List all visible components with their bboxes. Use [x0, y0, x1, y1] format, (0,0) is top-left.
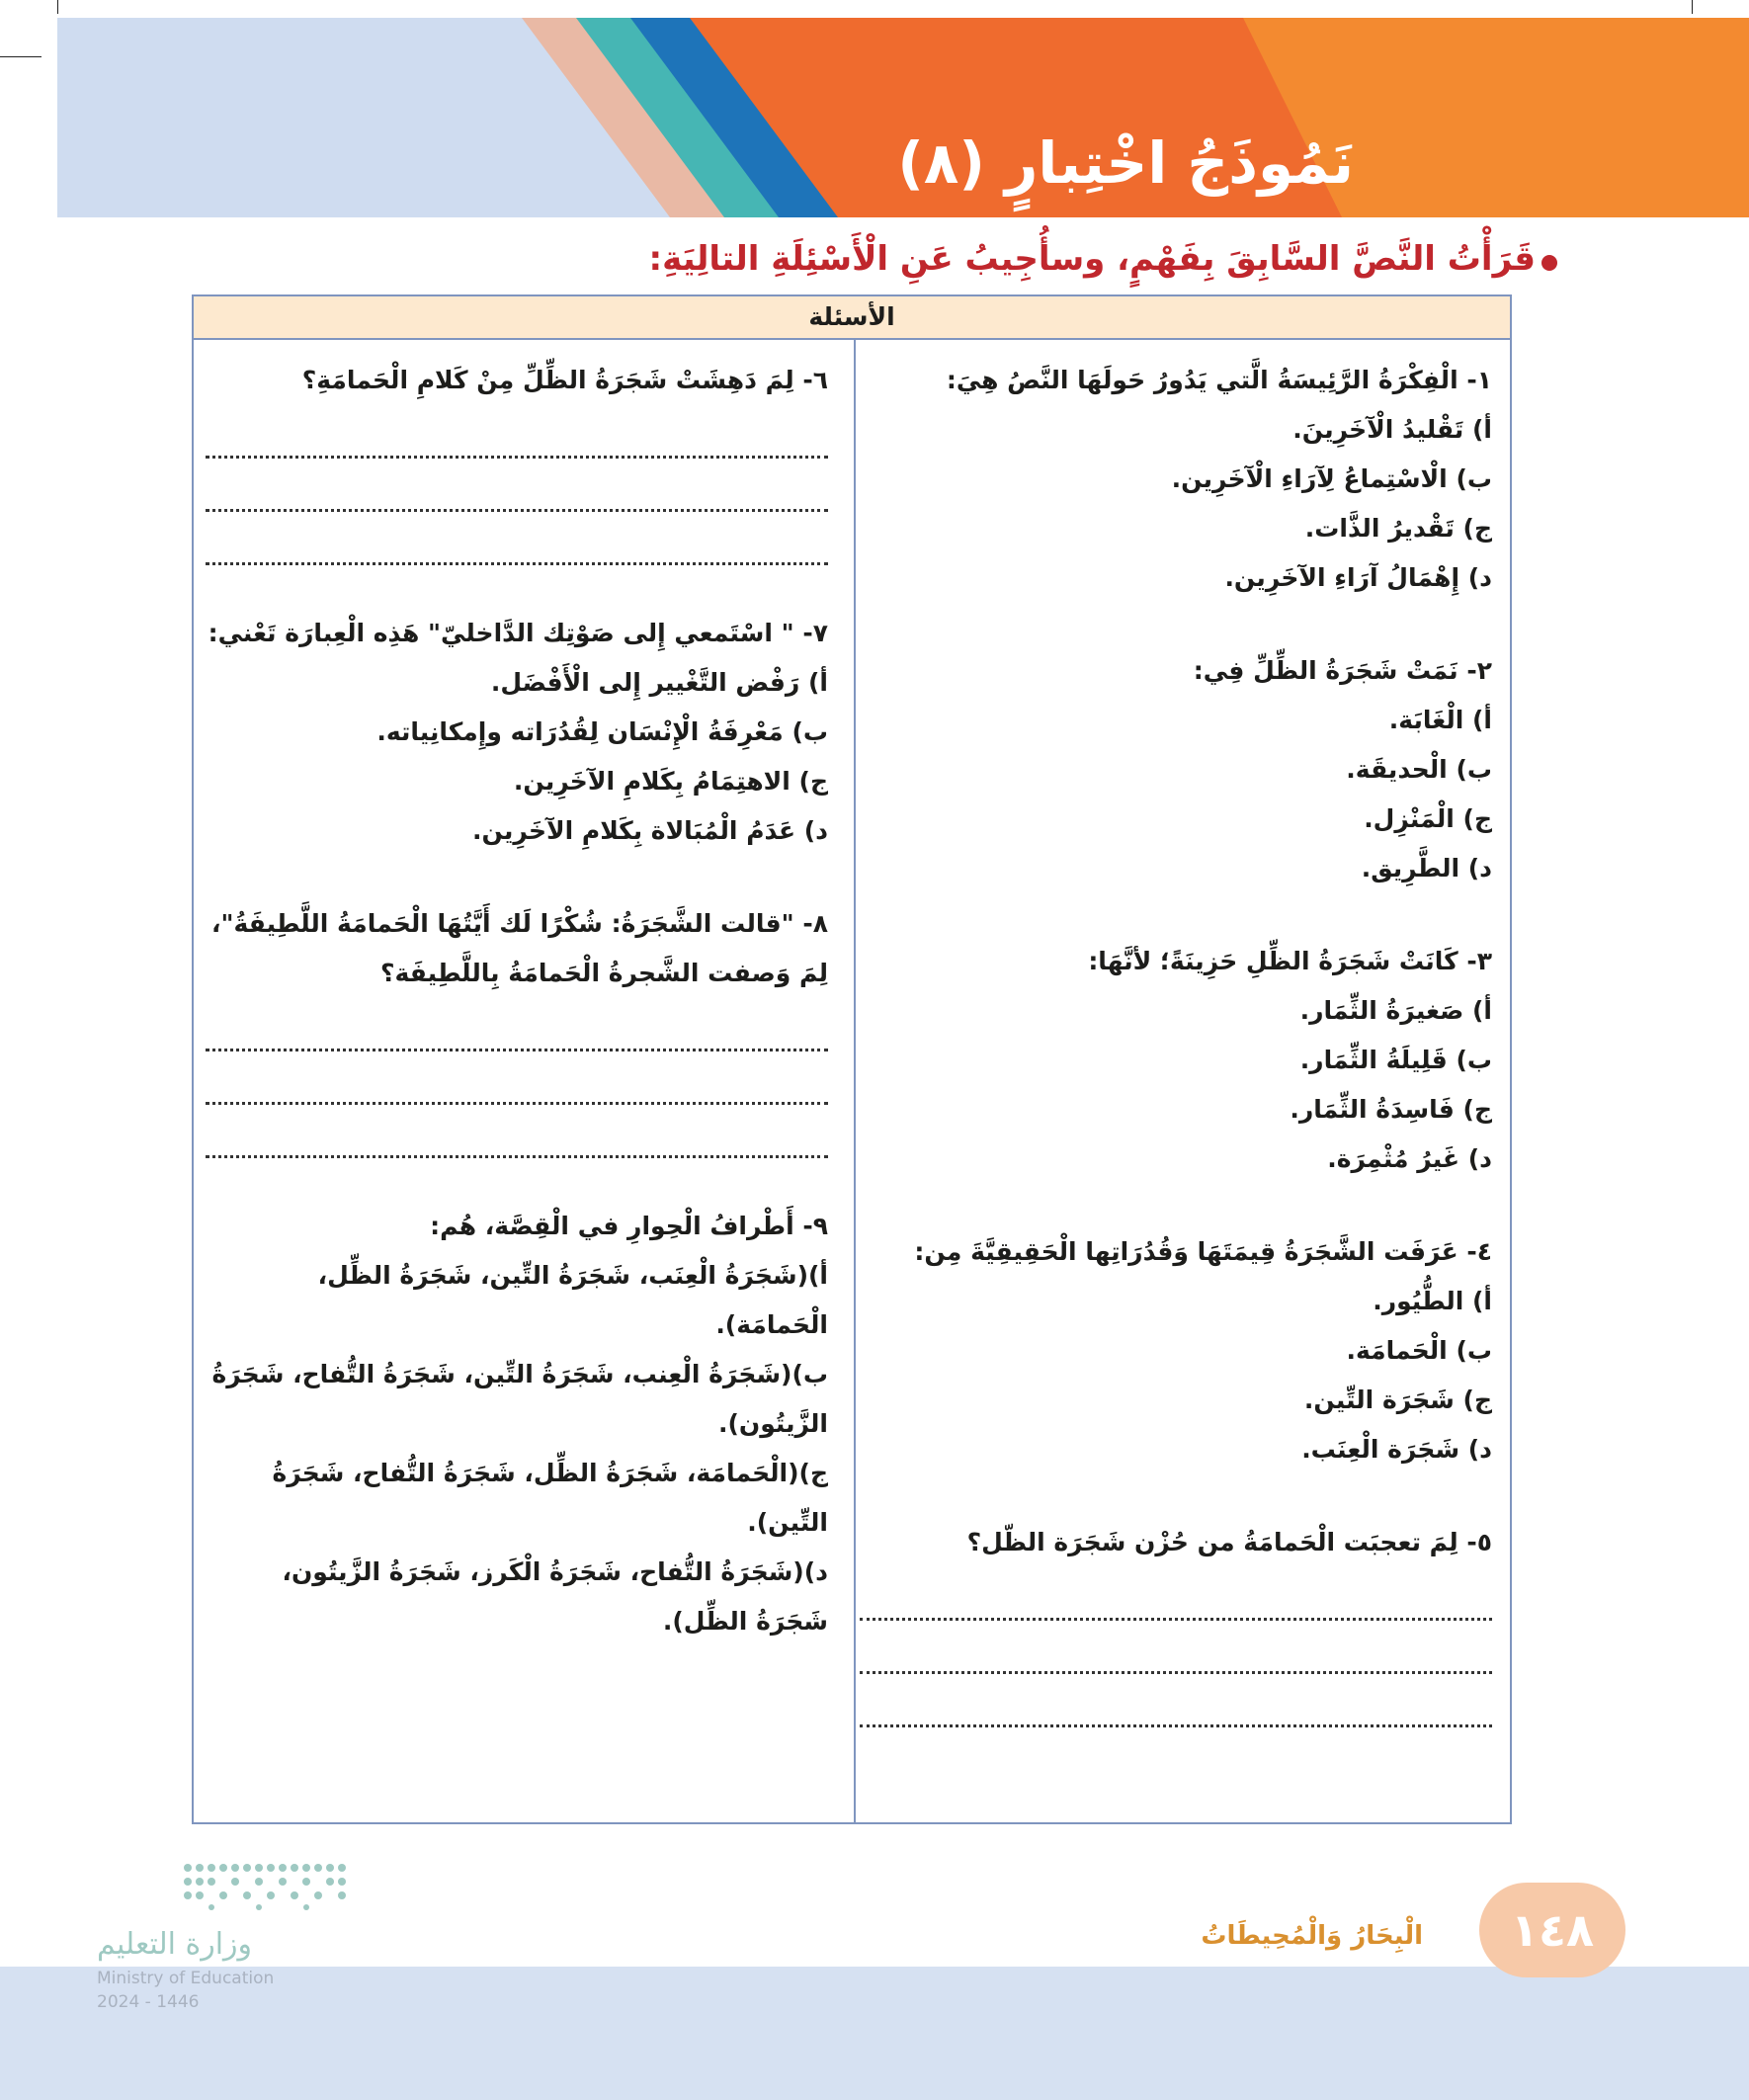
- question-7: [206, 609, 828, 856]
- question-text: ٥- لِمَ تعجبَت الْحَمامَةُ من حُزْن شَجَرَة الظّل؟: [966, 1528, 1492, 1556]
- table-header: الأسئلة: [194, 296, 1510, 340]
- left-column: [206, 356, 828, 1690]
- option-c[interactable]: ج) الْمَنْزِل.: [1364, 804, 1492, 833]
- question-text: ٦- لِمَ دَهِشَتْ شَجَرَةُ الظِّلِّ مِنْ كَلامِ الْحَمامَةِ؟: [301, 366, 828, 394]
- answer-line[interactable]: [206, 459, 828, 512]
- option-b[interactable]: ب)(شَجَرَةُ الْعِنب، شَجَرَةُ التِّين، شَجَرَةُ التُّفاح، شَجَرَةُ الزَّيتُون).: [211, 1360, 828, 1438]
- question-2: [860, 646, 1492, 893]
- question-text: ٧- " اسْتَمعي إِلى صَوْتِك الدَّاخليّ" هَذِه الْعِبارَة تَعْني:: [208, 619, 828, 647]
- question-4: [860, 1227, 1492, 1474]
- page-number: ١٤٨: [1510, 1903, 1595, 1957]
- option-d[interactable]: د) شَجَرَة الْعِنَب.: [1301, 1435, 1492, 1464]
- question-8: [206, 899, 828, 1158]
- option-a[interactable]: أ) تَقْليدُ الْآخَرِينَ.: [1292, 415, 1492, 444]
- right-column: [860, 356, 1492, 1727]
- option-d[interactable]: د) غَيرُ مُثْمِرَة.: [1327, 1144, 1492, 1173]
- answer-line[interactable]: [206, 1105, 828, 1158]
- ministry-logo-icon: [178, 1858, 356, 1917]
- option-b[interactable]: ب) مَعْرِفَةُ الْإِنْسَان لِقُدُرَاته وإِمكانِياته.: [376, 717, 828, 746]
- unit-title: الْبِحَارُ وَالْمُحِيطَاتُ: [1201, 1921, 1423, 1951]
- ministry-name-en: Ministry of Education: [97, 1969, 275, 1988]
- question-1: [860, 356, 1492, 603]
- answer-line[interactable]: [860, 1567, 1492, 1621]
- answer-line[interactable]: [206, 998, 828, 1051]
- crop-mark: [57, 0, 58, 14]
- option-a[interactable]: أ) الطُّيُور.: [1373, 1287, 1492, 1315]
- question-text: ١- الْفِكْرَةُ الرَّئِيسَةُ الَّتي يَدُورُ حَولَهَا النَّصُ هِيَ:: [946, 366, 1492, 394]
- option-d[interactable]: د)(شَجَرَةُ التُّفاح، شَجَرَةُ الْكَرز، شَجَرَةُ الزَّيتُون، شَجَرَةُ الظِّل).: [282, 1557, 828, 1636]
- option-b[interactable]: ب) الْحديقَة.: [1346, 755, 1492, 784]
- page-title: نَمُوذَجُ اخْتِبارٍ (٨): [897, 129, 1354, 197]
- answer-line[interactable]: [860, 1621, 1492, 1674]
- option-a[interactable]: أ) صَغيرَةُ الثِّمَار.: [1299, 996, 1492, 1025]
- ministry-name: وزارة التعليم: [97, 1927, 253, 1962]
- question-5: [860, 1518, 1492, 1727]
- questions-table: [192, 294, 1512, 1824]
- option-c[interactable]: ج) شَجَرَة التِّين.: [1303, 1386, 1492, 1414]
- answer-line[interactable]: [206, 405, 828, 459]
- instruction-text: قَرَأْتُ النَّصَّ السَّابِقَ بِفَهْمٍ، وسأُجِيبُ عَنِ الْأَسْئِلَةِ التالِيَةِ:: [648, 239, 1536, 279]
- question-text: ٤- عَرَفَت الشَّجَرَةُ قِيمَتَهَا وَقُدُرَاتِها الْحَقِيقِيَّةَ مِن:: [914, 1237, 1492, 1266]
- option-a[interactable]: أ) الْغَابَة.: [1388, 706, 1492, 734]
- option-b[interactable]: ب) قَلِيلَةُ الثِّمَار.: [1299, 1046, 1492, 1074]
- option-a[interactable]: أ) رَفْض التَّغْيير إِلى الْأَفْضَل.: [490, 668, 828, 697]
- question-text: ٢- نَمَتْ شَجَرَةُ الظِّلِّ فِي:: [1193, 656, 1492, 685]
- crop-mark: [1692, 0, 1693, 14]
- question-text: ٩- أَطْرافُ الْحِوارِ في الْقِصَّة، هُم:: [430, 1212, 828, 1240]
- option-b[interactable]: ب) الْحَمامَة.: [1346, 1336, 1492, 1365]
- question-3: [860, 937, 1492, 1184]
- question-text: ٣- كَانَتْ شَجَرَةُ الظِّلِ حَزِينَةً؛ لأنَّهَا:: [1088, 947, 1492, 975]
- bullet-icon: [1541, 255, 1557, 271]
- option-d[interactable]: د) الطَّرِيق.: [1361, 854, 1492, 882]
- question-9: [206, 1202, 828, 1646]
- crop-mark: [0, 56, 42, 57]
- option-a[interactable]: أ)(شَجَرَةُ الْعِنَب، شَجَرَةُ التِّين، شَجَرَةُ الظِّل، الْحَمامَة).: [317, 1261, 828, 1339]
- option-d[interactable]: د) إِهْمَالُ آرَاءِ الآخَرِين.: [1224, 563, 1492, 592]
- page-number-badge: [1479, 1883, 1625, 1977]
- option-c[interactable]: ج)(الْحَمامَة، شَجَرَةُ الظِّل، شَجَرَةُ التُّفاح، شَجَرَةُ التِّين).: [272, 1459, 828, 1537]
- column-divider: [854, 338, 856, 1822]
- option-c[interactable]: ج) تَقْديرُ الذَّات.: [1304, 514, 1492, 543]
- answer-line[interactable]: [206, 1051, 828, 1105]
- option-b[interactable]: ب) الْاسْتِماعُ لِآرَاءِ الْآخَرِين.: [1171, 464, 1492, 493]
- answer-line[interactable]: [860, 1674, 1492, 1727]
- edition-year: 2024 - 1446: [97, 1992, 200, 2012]
- option-d[interactable]: د) عَدَمُ الْمُبَالاة بِكَلامِ الآخَرِين.: [472, 816, 828, 845]
- question-text: ٨- "قالت الشَّجَرَةُ: شُكْرًا لَك أَيَّتُهَا الْحَمامَةُ اللَّطِيفَةُ"، لِمَ وَصفت الشَّجرةُ الْحَمامَةُ بِاللَّطِيفَة؟: [210, 909, 828, 987]
- question-6: [206, 356, 828, 565]
- option-c[interactable]: ج) الاهتِمَامُ بِكَلامِ الآخَرِين.: [513, 767, 828, 796]
- answer-line[interactable]: [206, 512, 828, 565]
- option-c[interactable]: ج) فَاسِدَةُ الثِّمَار.: [1290, 1095, 1492, 1124]
